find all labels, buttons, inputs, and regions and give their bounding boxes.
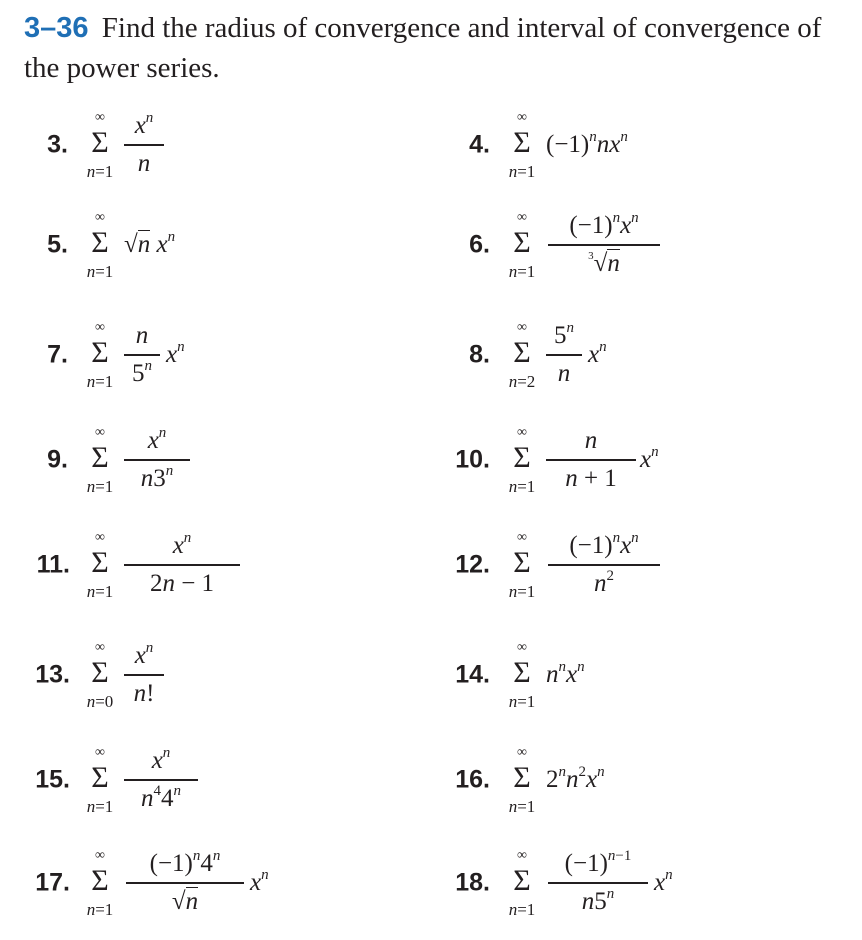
problem-8: 8. ∞ Σ n=2 5$^n$ n $x^n$ <box>450 310 830 400</box>
problem-number: 13. <box>35 660 70 689</box>
summation: ∞ Σ n=1 <box>508 745 536 816</box>
sigma-symbol: Σ <box>91 126 109 159</box>
problem-9 <box>30 415 330 505</box>
problem-number: 3. <box>47 130 68 159</box>
problem-number: 14. <box>455 660 490 689</box>
summation: ∞ Σ n=1 <box>86 848 114 919</box>
summation: ∞ Σ n=1 <box>86 425 114 496</box>
problem-number: 10. <box>455 445 490 474</box>
problem-13 <box>10 630 330 720</box>
summation: ∞ Σ n=0 <box>86 640 114 711</box>
upper-limit: ∞ <box>95 110 105 125</box>
summation: ∞ Σ n=2 <box>508 320 536 391</box>
summation: ∞ Σ n=1 <box>86 320 114 391</box>
exercise-range: 3–36 <box>24 12 89 44</box>
summation: ∞ Σ n=1 <box>86 210 114 281</box>
lower-limit: n=1 <box>86 162 114 181</box>
problem-12 <box>430 520 830 610</box>
problem-6 <box>450 200 830 290</box>
problem-14: 14. ∞ Σ n=1 $n^nx^n$ <box>430 630 830 720</box>
fraction: n n + 1 <box>546 415 636 505</box>
fraction: $x^n$ $n^44^n$ <box>124 735 198 825</box>
problem-number: 5. <box>47 230 68 259</box>
problem-11 <box>10 520 330 610</box>
problem-number: 7. <box>47 340 68 369</box>
problem-number: 8. <box>469 340 490 369</box>
problem-15 <box>10 735 330 825</box>
summation <box>78 100 122 190</box>
fraction: $(-1)^nx^n$ $^3$√n <box>548 200 660 290</box>
exercise-header <box>24 8 854 88</box>
fraction: n 5$^n$ <box>124 310 160 400</box>
fraction: $(-1)^n4^n$ √n <box>126 838 244 928</box>
problem-17: 17. ∞ Σ n=1 $(-1)^n4^n$ √n $x^n$ <box>10 838 330 928</box>
summation: ∞ Σ n=1 <box>508 425 536 496</box>
problem-number: 12. <box>455 550 490 579</box>
summation: ∞ Σ n=1 <box>508 210 536 281</box>
problem-number: 6. <box>469 230 490 259</box>
summation: ∞ Σ n=1 <box>508 640 536 711</box>
problem-10: 10. ∞ Σ n=1 n n + 1 $x^n$ <box>430 415 830 505</box>
problem-number: 16. <box>455 765 490 794</box>
summation: ∞ Σ n=1 <box>86 745 114 816</box>
summation: ∞ Σ n=1 <box>508 110 536 181</box>
fraction: $x^n$ n! <box>124 630 164 720</box>
exercise-instructions: Find the radius of convergence and interval of convergence of the power series. <box>24 12 822 84</box>
fraction: $x^n$ n3$^n$ <box>124 415 190 505</box>
problem-number: 4. <box>469 130 490 159</box>
problem-7: 7. ∞ Σ n=1 n 5$^n$ $x^n$ <box>30 310 330 400</box>
fraction: $(-1)^{n-1}$ n5$^n$ <box>548 838 648 928</box>
fraction: $x^n$ 2n − 1 <box>124 520 240 610</box>
problem-number: 11. <box>36 550 70 579</box>
problem-5: 5. ∞ Σ n=1 √n $x^n$ <box>30 200 330 290</box>
fraction: $(-1)^nx^n$ $n^2$ <box>548 520 660 610</box>
problem-number: 9. <box>47 445 68 474</box>
problem-18: 18. ∞ Σ n=1 $(-1)^{n-1}$ n5$^n$ $x^n$ <box>430 838 830 928</box>
problem-number: 15. <box>35 765 70 794</box>
problem-number: 18. <box>455 868 490 897</box>
summation: ∞ Σ n=1 <box>508 848 536 919</box>
problem-16: 16. ∞ Σ n=1 $2^nn^2x^n$ <box>430 735 830 825</box>
problem-number: 17. <box>35 868 70 897</box>
summation: ∞ Σ n=1 <box>508 530 536 601</box>
summation: ∞ Σ n=1 <box>86 530 114 601</box>
fraction: 5$^n$ n <box>546 310 582 400</box>
fraction: $x^n$ n <box>124 100 164 190</box>
problem-4: 4. ∞ Σ n=1 $(-1)^nnx^n$ <box>450 100 830 190</box>
problem-3 <box>30 100 330 190</box>
